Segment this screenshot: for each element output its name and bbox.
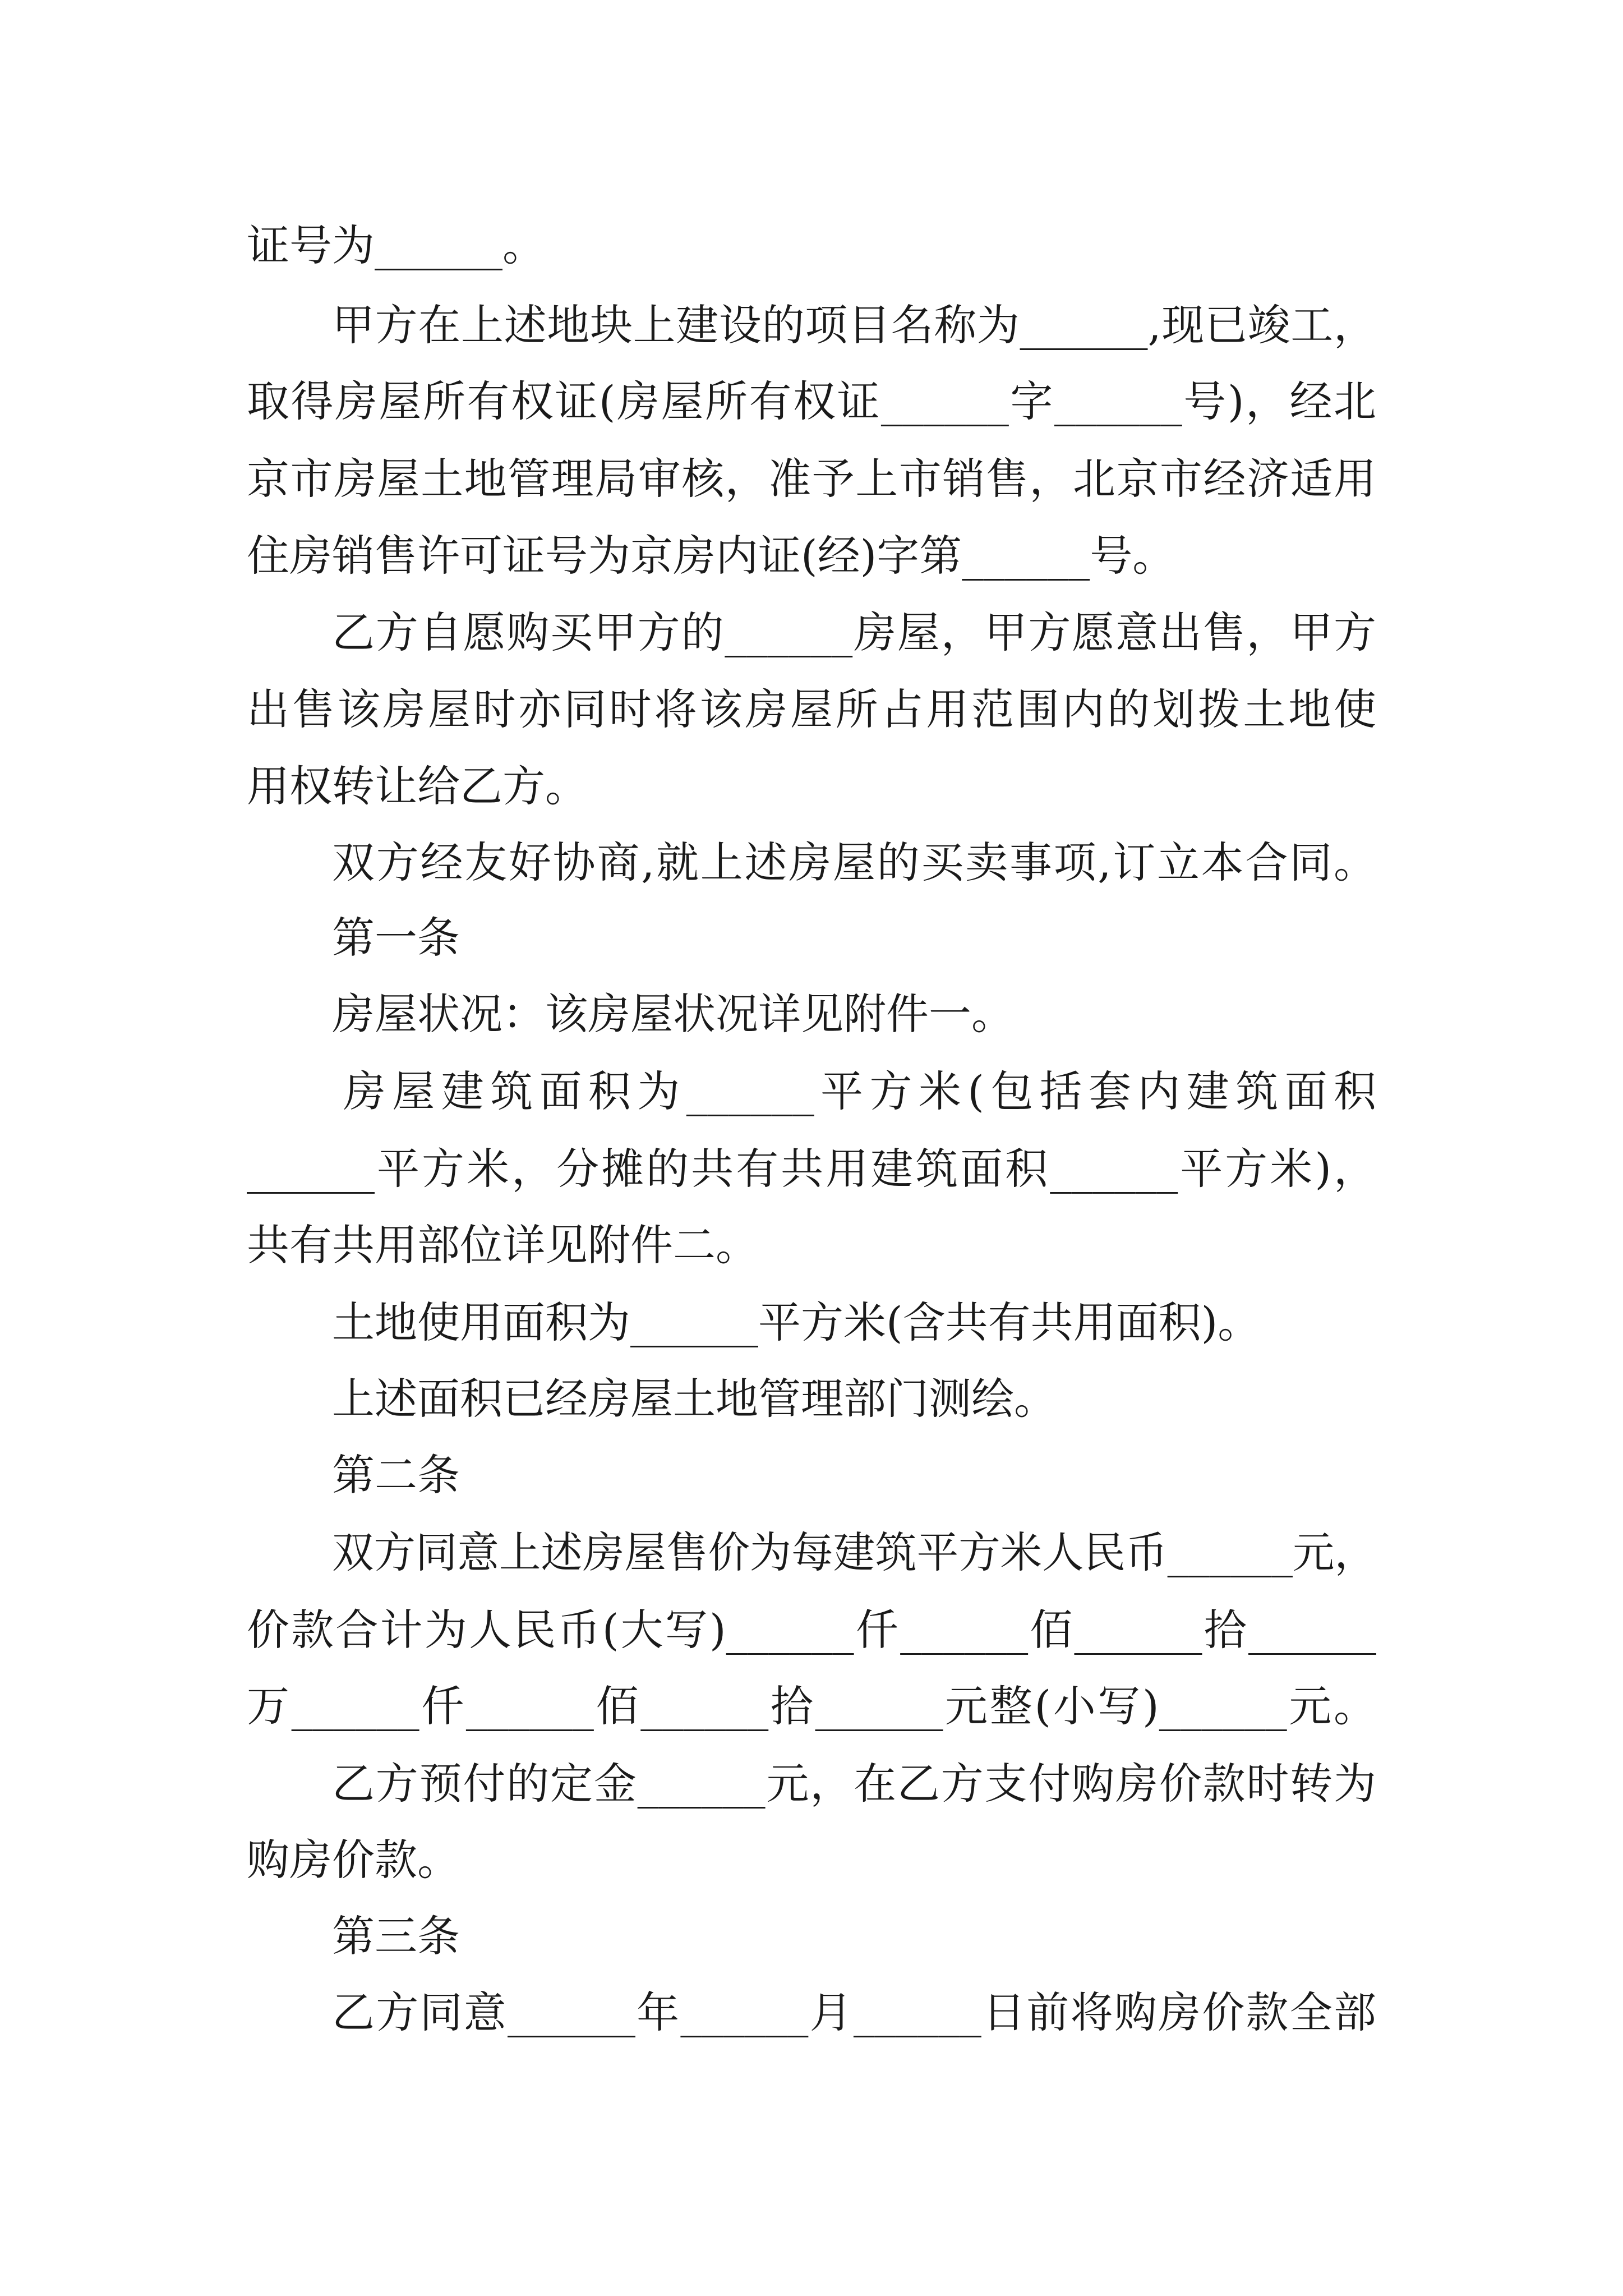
text-line — [0, 1821, 1623, 1899]
text-line-content: 乙方同意______年______月______日前将购房价款全部 — [332, 1987, 1376, 2037]
text-line — [0, 1360, 1623, 1438]
section-heading-text: 第二条 — [332, 1450, 460, 1500]
section-heading-text: 第一条 — [332, 913, 460, 963]
section-heading — [0, 1436, 1623, 1515]
text-line — [0, 1513, 1623, 1592]
section-heading — [0, 1897, 1623, 1976]
text-line — [0, 1667, 1623, 1746]
text-line-content: 用权转让给乙方。 — [247, 761, 588, 811]
text-line — [0, 1591, 1623, 1669]
text-line-content: 购房价款。 — [247, 1835, 460, 1885]
text-line-content: 乙方预付的定金______元，在乙方支付购房价款时转为 — [332, 1759, 1376, 1809]
text-line-content: 双方经友好协商,就上述房屋的买卖事项,订立本合同。 — [332, 838, 1376, 887]
text-line-content: 住房销售许可证号为京房内证(经)字第______号。 — [247, 531, 1175, 581]
text-line — [0, 1130, 1623, 1208]
text-line-content: 房屋建筑面积为______平方米(包括套内建筑面积 — [343, 1066, 1376, 1116]
text-line — [0, 1206, 1623, 1285]
text-line — [0, 747, 1623, 826]
text-line-content: ______平方米，分摊的共有共用建筑面积______平方米)， — [247, 1144, 1376, 1194]
text-line — [0, 1745, 1623, 1823]
text-line — [0, 1283, 1623, 1362]
text-line-content: 上述面积已经房屋土地管理部门测绘。 — [332, 1374, 1057, 1424]
text-line — [0, 362, 1623, 441]
text-line-content: 双方同意上述房屋售价为每建筑平方米人民币______元， — [332, 1527, 1376, 1577]
text-line — [0, 517, 1623, 595]
text-line-content: 价款合计为人民币(大写)______仟______佰______拾______ — [247, 1605, 1376, 1655]
text-line — [0, 286, 1623, 365]
text-line-content: 甲方在上述地块上建设的项目名称为______,现已竣工， — [332, 300, 1376, 350]
text-line-content: 出售该房屋时亦同时将该房屋所占用范围内的划拨土地使 — [247, 684, 1376, 734]
text-line-content: 取得房屋所有权证(房屋所有权证______字______号)，经北 — [247, 376, 1376, 426]
text-line-content: 房屋状况：该房屋状况详见附件一。 — [332, 989, 1014, 1039]
text-line — [0, 975, 1623, 1053]
section-heading — [0, 899, 1623, 977]
text-line — [0, 823, 1623, 902]
text-line-content: 万______仟______佰______拾______元整(小写)______元。 — [247, 1681, 1376, 1731]
text-line — [0, 1052, 1623, 1131]
text-line-content: 共有共用部位详见附件二。 — [247, 1220, 758, 1270]
text-line-content: 乙方自愿购买甲方的______房屋，甲方愿意出售，甲方 — [332, 608, 1376, 657]
text-line — [0, 593, 1623, 672]
text-line — [0, 206, 1623, 285]
text-line-content: 土地使用面积为______平方米(含共有共用面积)。 — [332, 1297, 1261, 1347]
section-heading-text: 第三条 — [332, 1911, 460, 1961]
text-line-content: 京市房屋土地管理局审核，准予上市销售，北京市经济适用 — [247, 454, 1376, 504]
text-line-content: 证号为______。 — [247, 220, 545, 270]
text-line — [0, 1973, 1623, 2052]
text-line — [0, 670, 1623, 749]
text-line — [0, 440, 1623, 518]
